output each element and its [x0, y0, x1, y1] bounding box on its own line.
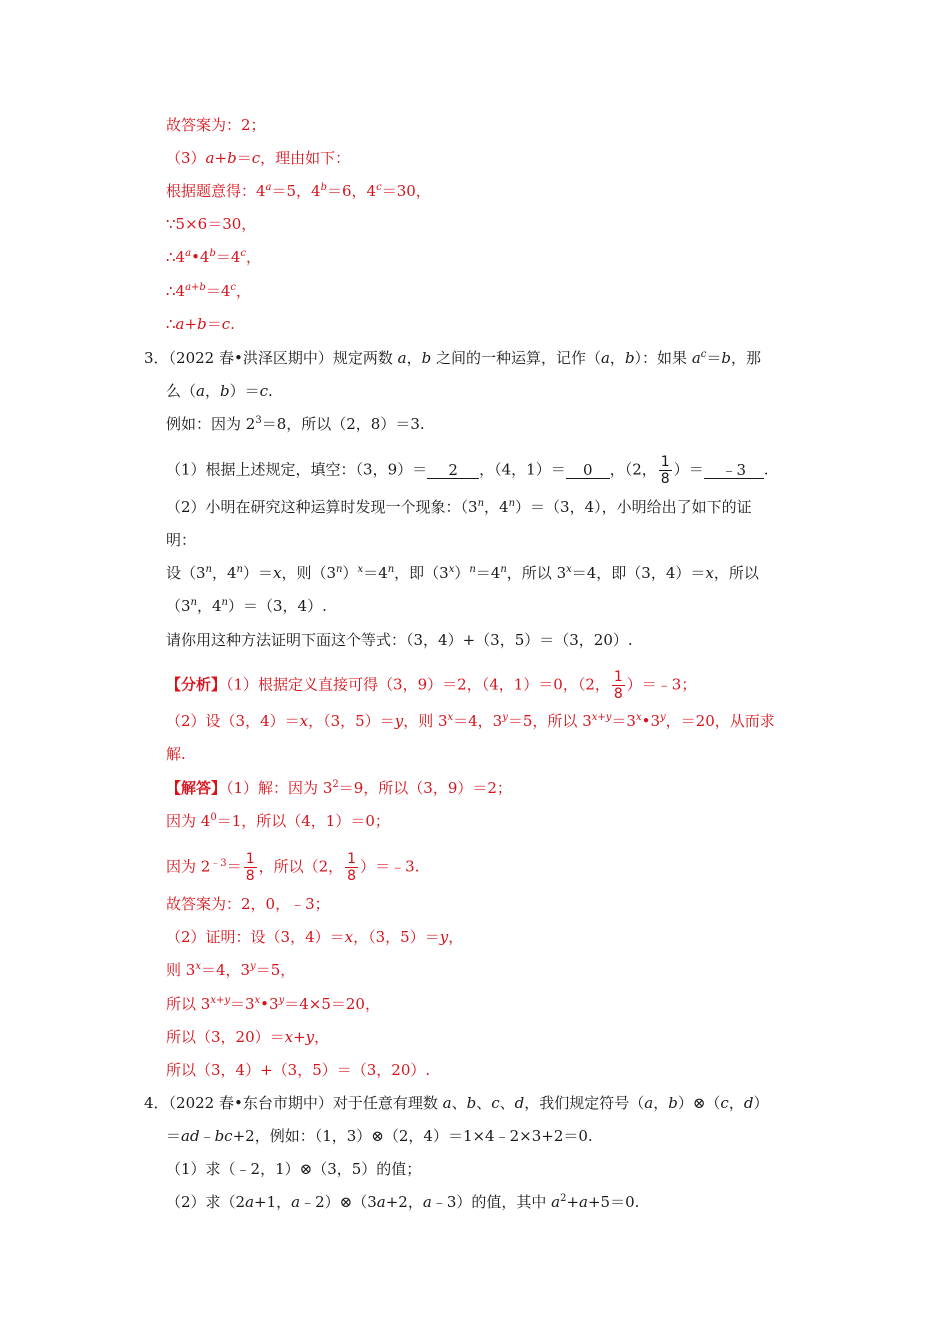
var: b — [421, 349, 432, 367]
text: ，那 — [731, 349, 762, 367]
q3-analysis-line-1 — [166, 670, 696, 701]
q3-line-2 — [166, 380, 273, 402]
var: x — [635, 712, 642, 723]
text: ）＝（3，4），小明给出了如下的证 — [515, 498, 752, 516]
text: ﹣ — [199, 1127, 215, 1145]
q3-example — [166, 413, 425, 435]
var: c — [230, 282, 236, 293]
q4-part2 — [166, 1191, 639, 1213]
var: y — [439, 928, 449, 946]
var: x — [299, 712, 309, 730]
exponent: ﹣3 — [210, 857, 227, 869]
text: ，理由如下： — [260, 149, 351, 167]
text: •3 — [641, 712, 661, 730]
text: ﹣3）的值，其中 — [431, 1193, 552, 1211]
text: ，所以（2， — [258, 857, 344, 876]
text: ）⊗（ — [677, 1094, 721, 1112]
text: ，则 3 — [403, 712, 448, 730]
var: n — [205, 564, 212, 575]
text: ＝3 — [611, 712, 636, 730]
var: c — [376, 182, 382, 193]
var: a — [291, 1193, 301, 1211]
prev-part3-line: （3）a+b＝c，理由如下： — [166, 149, 351, 167]
q3-solution-line-2 — [166, 810, 390, 832]
var: c — [259, 382, 269, 400]
text: . — [230, 315, 235, 333]
fraction-denominator: 8 — [660, 471, 670, 487]
solution-tag: 【解答】 — [166, 779, 227, 797]
var: bc — [214, 1127, 233, 1145]
text: ＝4，3 — [453, 712, 503, 730]
text: 因为 4 — [166, 812, 211, 830]
text: + — [566, 1193, 580, 1211]
text: ，4 — [197, 597, 222, 615]
var: c — [240, 248, 247, 259]
var: a — [691, 349, 701, 367]
text: ＝8，所以（2，8）＝3. — [261, 415, 425, 433]
text: 之间的一种运算，记作（ — [431, 349, 601, 367]
text: +2， — [385, 1193, 423, 1211]
text: ， — [653, 1094, 669, 1112]
text: +5＝0. — [587, 1193, 640, 1211]
var: n — [477, 498, 485, 509]
text: 么（ — [166, 382, 197, 400]
text: ，4 — [212, 564, 237, 582]
text: 故答案为：2； — [166, 116, 266, 134]
var: x+y — [210, 995, 230, 1006]
var: y — [502, 712, 508, 723]
var: x — [566, 564, 572, 575]
text: ＝5， — [255, 961, 296, 979]
text: 故答案为：2，0，﹣3； — [166, 895, 330, 913]
answer-blank-3 — [704, 462, 764, 479]
text: ＝5，4 — [271, 182, 321, 200]
text: 因为 2 — [166, 857, 211, 876]
text: 请你用这种方法证明下面这个等式：（3，4）+（3，5）＝（3，20）. — [166, 631, 633, 649]
exponent: 2 — [332, 779, 339, 790]
var: x — [447, 712, 454, 723]
q3-solution-line-6 — [166, 959, 295, 981]
text: +2，例如：（1，3）⊗（2，4）＝1×4﹣2×3+2＝0. — [232, 1127, 593, 1145]
text: ＝1，所以（4，1）＝0； — [216, 812, 390, 830]
text: （1）求（﹣2，1）⊗（3，5）的值； — [166, 1160, 422, 1178]
var: x+y — [591, 712, 612, 723]
var: a+b — [185, 282, 206, 293]
analysis-tag: 【分析】 — [166, 675, 227, 694]
text: ＝30， — [381, 182, 431, 200]
answer-blank-1 — [427, 462, 479, 479]
var: d — [514, 1094, 525, 1112]
text: ∴4 — [166, 282, 186, 300]
text: 、 — [476, 1094, 492, 1112]
answer-blank-2 — [566, 462, 610, 479]
prev-answer-line — [166, 114, 266, 136]
var: x — [195, 961, 201, 972]
q3-solution-line-9 — [166, 1059, 430, 1081]
text: ，我们规定符号（ — [524, 1094, 645, 1112]
var: a — [196, 382, 205, 400]
var: c — [251, 149, 261, 167]
var: c — [720, 1094, 729, 1112]
text: 设（3 — [166, 564, 206, 582]
prev-because-line — [166, 213, 256, 235]
var: b — [320, 182, 328, 193]
q3-analysis-line-3 — [166, 743, 186, 765]
text: ∴4 — [166, 248, 186, 266]
var: a — [644, 1094, 654, 1112]
text: ， — [448, 928, 464, 946]
var: a — [205, 149, 215, 167]
q3-solution-line-3 — [166, 852, 419, 883]
q3-solution-line-7 — [166, 993, 380, 1015]
fraction-numerator: 1 — [660, 454, 670, 470]
var: b — [624, 349, 635, 367]
text: ，（3，5）＝ — [353, 928, 440, 946]
text: （1）根据定义直接可得（3，9）＝2，（4，1）＝0，（2， — [226, 675, 610, 694]
text: ＝4，3 — [200, 961, 251, 979]
q3-analysis-line-2 — [166, 710, 775, 732]
text: ＝5，所以 3 — [507, 712, 592, 730]
fraction-one-eighth — [345, 852, 358, 883]
var: y — [394, 712, 404, 730]
var: a — [600, 349, 610, 367]
var: b — [668, 1094, 678, 1112]
var: a — [245, 1193, 255, 1211]
text: （1）根据上述规定，填空：（3，9）＝ — [166, 460, 428, 479]
var: a — [265, 182, 272, 193]
var: a — [442, 1094, 452, 1112]
text: 所以（3，4）+（3，5）＝（3，20）. — [166, 1061, 431, 1079]
text: ）＝﹣3. — [360, 857, 420, 876]
answer-value: 0 — [582, 460, 593, 479]
fraction-one-eighth — [244, 852, 257, 883]
var: y — [278, 995, 285, 1006]
text: 所以（3，20）＝ — [166, 1028, 285, 1046]
var: b — [721, 349, 732, 367]
text: ＝6，4 — [327, 182, 377, 200]
var: x — [344, 928, 354, 946]
q3-part2-line-2 — [166, 529, 196, 551]
var: b — [197, 315, 207, 333]
text: （2）设（3，4）＝ — [166, 712, 300, 730]
text: ， — [204, 382, 220, 400]
text: ，4 — [484, 498, 509, 516]
fraction-denominator: 8 — [245, 868, 255, 884]
text: ，（4，1）＝ — [479, 460, 566, 479]
exponent: 0 — [210, 812, 217, 823]
q3-part2-line-1 — [166, 496, 752, 518]
text: •3 — [260, 995, 279, 1013]
text: ＝9，所以（3，9）＝2； — [338, 779, 512, 797]
q3-part1 — [166, 455, 769, 486]
var: a — [422, 1193, 432, 1211]
text: （3 — [166, 597, 191, 615]
prev-therefore-line-3 — [166, 313, 235, 335]
text: ）＝ — [243, 564, 274, 582]
text: ＝4 — [475, 564, 501, 582]
fraction-denominator: 8 — [613, 686, 623, 702]
var: d — [743, 1094, 754, 1112]
text: 解. — [166, 745, 186, 763]
text: ， — [406, 349, 422, 367]
text: ，所以 — [713, 564, 759, 582]
text: 、 — [451, 1094, 467, 1112]
var: b — [219, 382, 230, 400]
var: n — [190, 597, 197, 608]
fraction-numerator: 1 — [347, 851, 357, 867]
text: ，则（3 — [281, 564, 337, 582]
q4-line-1 — [144, 1092, 768, 1114]
var: a — [175, 315, 185, 333]
exponent: 3 — [255, 415, 262, 426]
question-number: 3． — [144, 349, 169, 367]
var: n — [469, 564, 476, 575]
var: x — [357, 564, 364, 575]
var: n — [508, 498, 516, 509]
text: ＝4×5＝20， — [284, 995, 380, 1013]
var: b — [209, 248, 216, 259]
text: （2）小明在研究这种运算时发现一个现象：（3 — [166, 498, 478, 516]
text: +1， — [254, 1193, 292, 1211]
text: . — [763, 460, 769, 479]
var: a — [579, 1193, 588, 1211]
text: ，＝20，从而求 — [665, 712, 775, 730]
var: x — [705, 564, 714, 582]
fraction-numerator: 1 — [245, 851, 255, 867]
text: 则 3 — [166, 961, 196, 979]
text: （3） — [166, 149, 206, 167]
text: ∴ — [166, 315, 176, 333]
text: ）：如果 — [634, 349, 692, 367]
var: n — [221, 597, 228, 608]
q3-task — [166, 629, 633, 651]
prev-therefore-line-1 — [166, 246, 261, 268]
var: a — [376, 1193, 386, 1211]
q3-solution-line-8 — [166, 1026, 329, 1048]
text: ） — [454, 564, 470, 582]
q3-solution-line-4 — [166, 893, 330, 915]
var: c — [491, 1094, 500, 1112]
var: a — [397, 349, 407, 367]
answer-value: ﹣3 — [721, 460, 746, 479]
text: ，（2， — [609, 460, 657, 479]
text: ， — [314, 1028, 330, 1046]
var: y — [660, 712, 666, 723]
var: y — [250, 961, 256, 972]
text: ）＝（3，4）. — [228, 597, 327, 615]
var: x — [273, 564, 282, 582]
text: ，（3，5）＝ — [308, 712, 395, 730]
text: ， — [236, 282, 252, 300]
var: n — [500, 564, 507, 575]
text: ， — [609, 349, 625, 367]
fraction-denominator: 8 — [347, 868, 357, 884]
text: ＝ — [206, 315, 222, 333]
text: 例如：因为 2 — [166, 415, 256, 433]
var: x — [448, 564, 455, 575]
text: （2）证明：设（3，4）＝ — [166, 928, 345, 946]
text: ＝4 — [205, 282, 231, 300]
fraction-numerator: 1 — [613, 669, 623, 685]
text: ） — [342, 564, 358, 582]
text: ，即（3 — [394, 564, 449, 582]
text: ＝ — [166, 1127, 182, 1145]
fraction-one-eighth — [659, 455, 672, 486]
text: ＝4，即（3，4）＝ — [571, 564, 706, 582]
var: n — [387, 564, 395, 575]
prev-therefore-line-2 — [166, 280, 251, 302]
exponent: 2 — [560, 1193, 567, 1204]
q4-line-2 — [166, 1125, 593, 1147]
text: （2022 春•洪泽区期中）规定两数 — [168, 349, 398, 367]
q3-solution-line-5 — [166, 926, 463, 948]
prev-given-line — [166, 180, 431, 202]
q3-proof-line-1 — [166, 562, 759, 584]
text: ， — [728, 1094, 744, 1112]
q3-proof-line-2 — [166, 595, 327, 617]
text: ＝4 — [215, 248, 241, 266]
text: ）＝ — [229, 382, 260, 400]
var: c — [700, 349, 707, 360]
var: n — [236, 564, 243, 575]
text: ） — [753, 1094, 769, 1112]
text: （1）解：因为 3 — [226, 779, 333, 797]
text: + — [184, 315, 198, 333]
text: ﹣2）⊗（3 — [300, 1193, 377, 1211]
text: ＝ — [706, 349, 722, 367]
question-number: 4． — [144, 1094, 169, 1112]
fraction-one-eighth — [612, 670, 625, 701]
q3-solution-line-1 — [166, 777, 512, 799]
text: . — [268, 382, 273, 400]
var: n — [336, 564, 343, 575]
text: 明： — [166, 531, 197, 549]
text: ， — [246, 248, 262, 266]
text: ＝3 — [229, 995, 255, 1013]
var: c — [221, 315, 231, 333]
text: 根据题意得：4 — [166, 182, 266, 200]
text: （2）求（2 — [166, 1193, 246, 1211]
text: ）＝ — [673, 460, 704, 479]
text: ，所以 3 — [506, 564, 567, 582]
answer-value: 2 — [448, 460, 458, 479]
var: b — [466, 1094, 477, 1112]
text: （2022 春•东台市期中）对于任意有理数 — [168, 1094, 443, 1112]
text: ＝ — [226, 857, 242, 876]
text: •4 — [191, 248, 210, 266]
var: a — [551, 1193, 561, 1211]
text: 所以 3 — [166, 995, 211, 1013]
q4-part1 — [166, 1158, 421, 1180]
var: a — [185, 248, 192, 259]
text: ＝4 — [363, 564, 388, 582]
var: b — [227, 149, 237, 167]
var: x+y — [284, 1028, 315, 1046]
var: ad — [181, 1127, 200, 1145]
var: x — [254, 995, 261, 1006]
text: 、 — [499, 1094, 515, 1112]
q3-line-1 — [144, 347, 761, 369]
text: ）＝﹣3； — [626, 675, 697, 694]
text: ∵5×6＝30， — [166, 215, 257, 233]
